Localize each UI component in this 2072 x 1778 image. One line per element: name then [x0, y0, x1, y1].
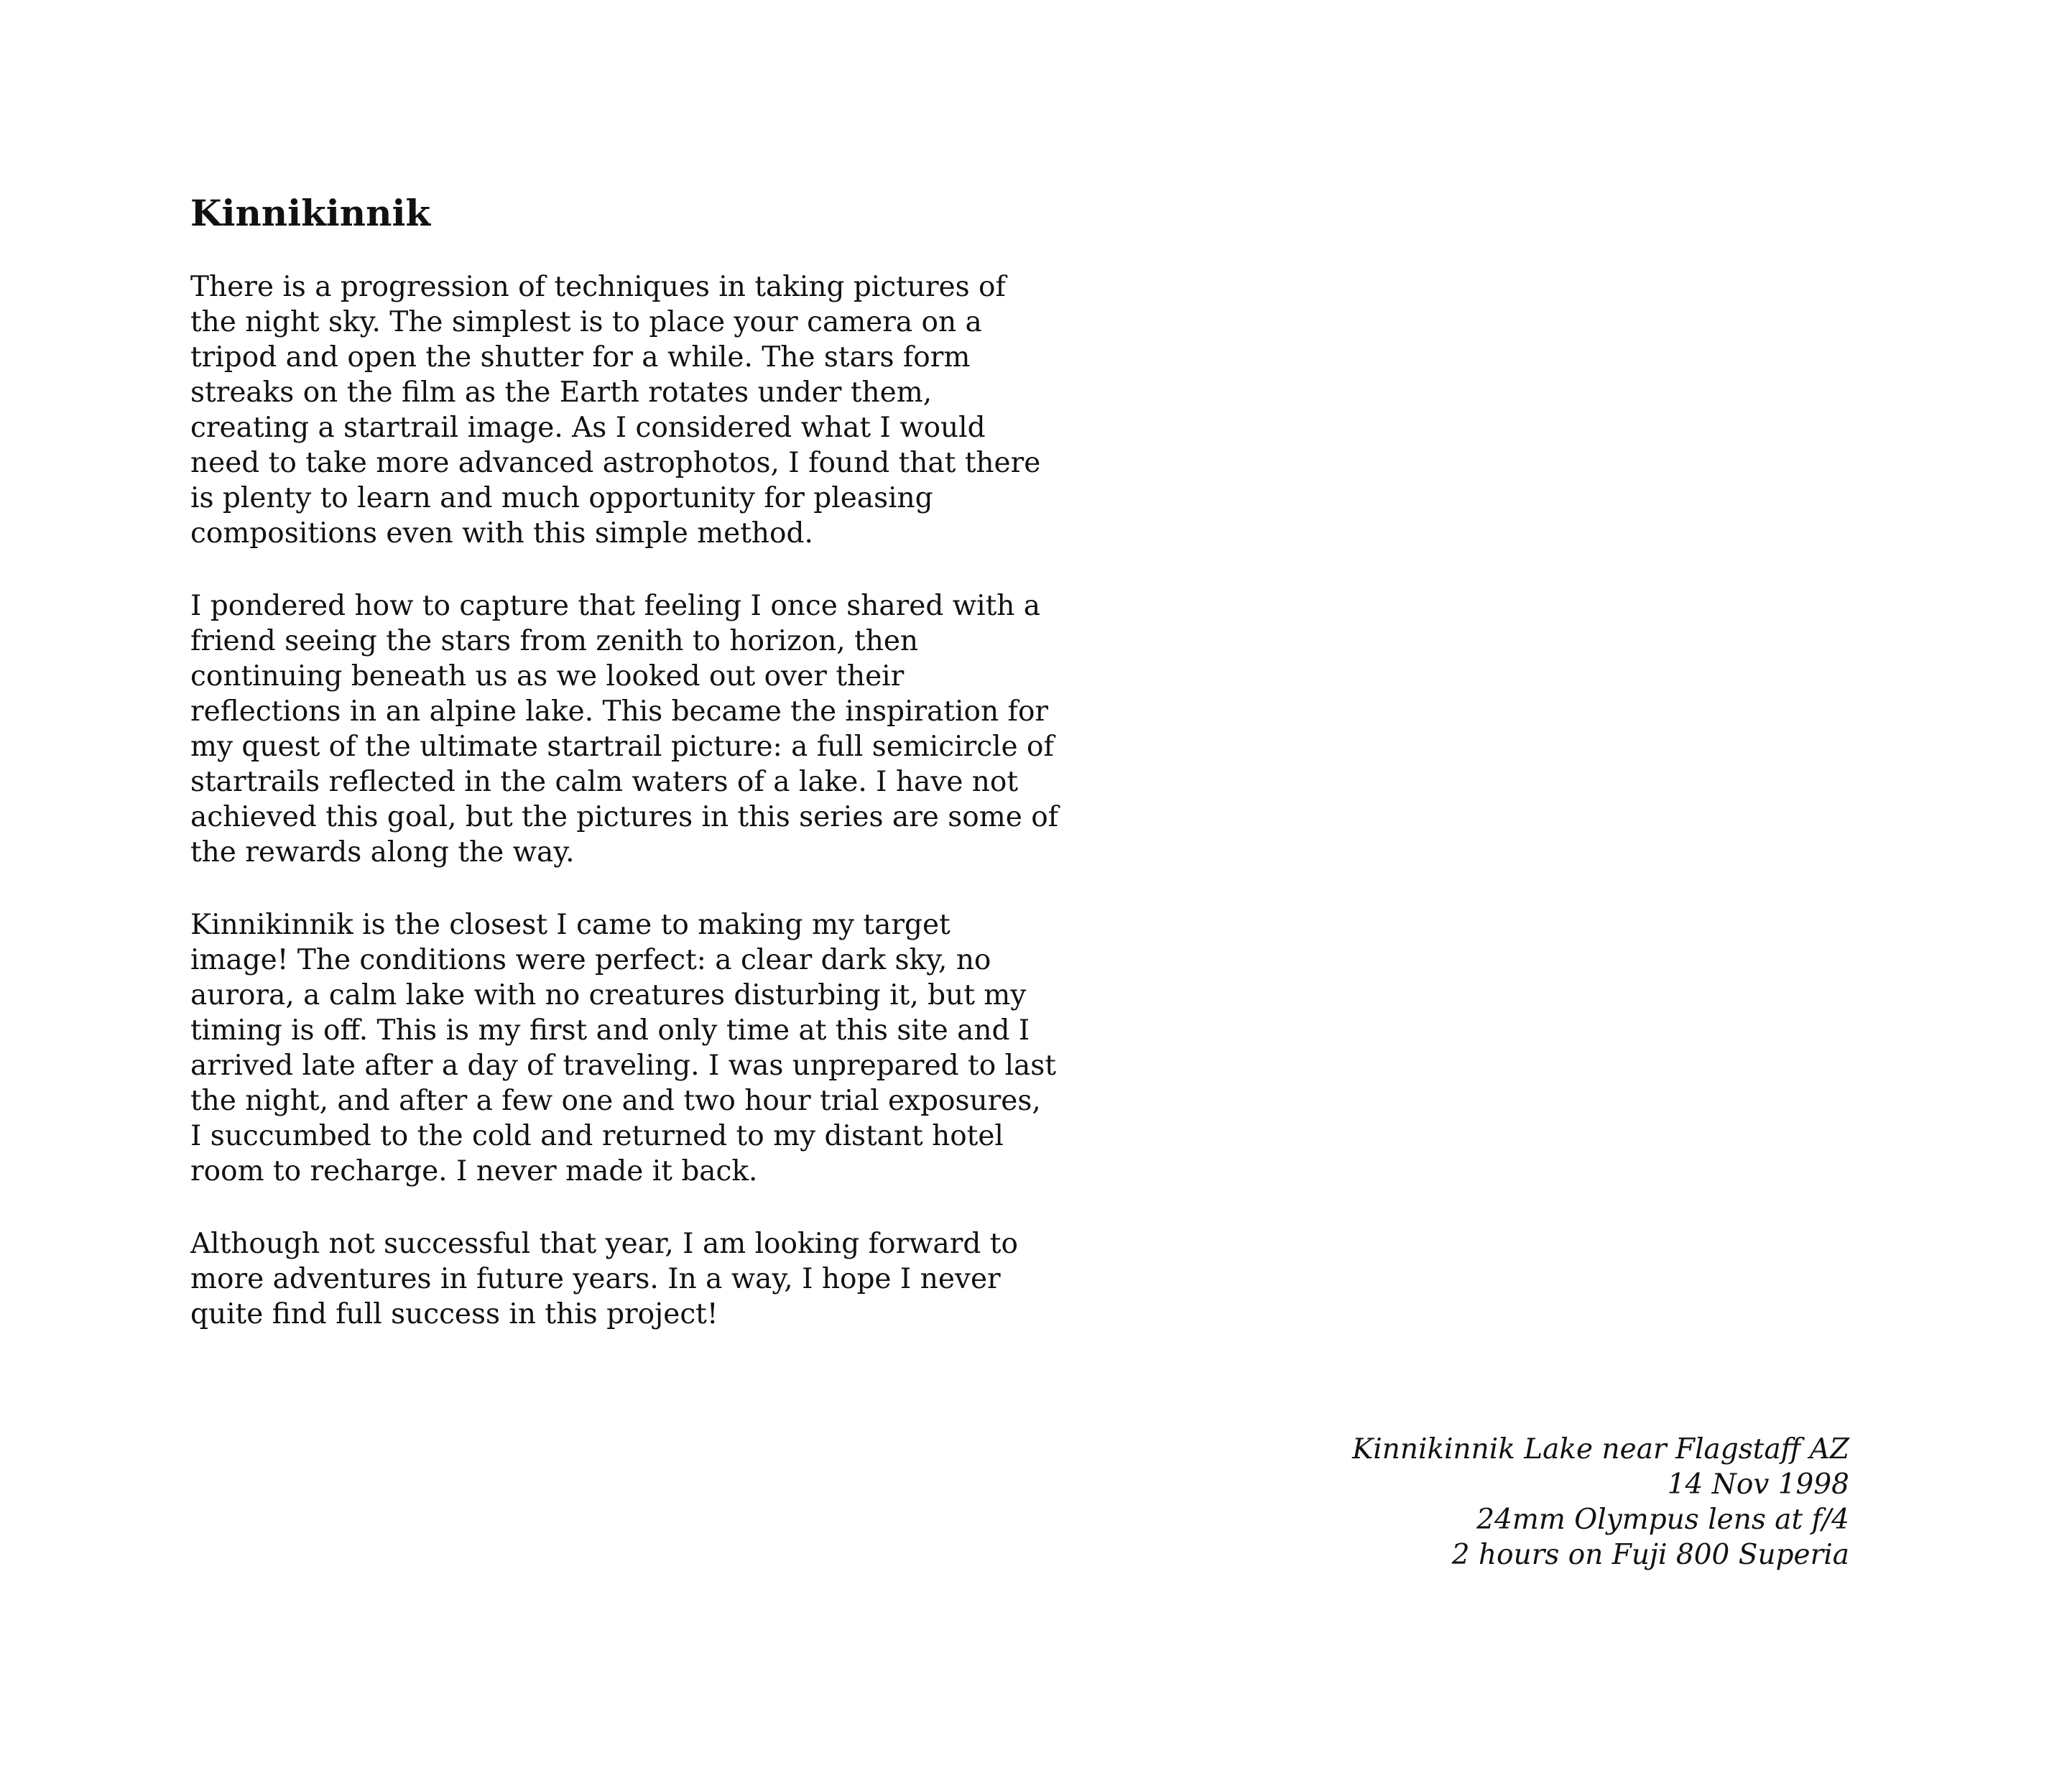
paragraph-3: [190, 907, 1056, 1189]
paragraph-line: Kinnikinnik is the closest I came to making my target: [190, 909, 951, 941]
page-title: Kinnikinnik: [190, 192, 431, 234]
paragraph-line: image! The conditions were perfect: a clear dark sky, no: [190, 944, 991, 976]
paragraph-line: is plenty to learn and much opportunity for pleasing: [190, 482, 933, 514]
paragraph-line: arrived late after a day of traveling. I was unprepared to last: [190, 1050, 1056, 1082]
paragraph-line: friend seeing the stars from zenith to horizon, then: [190, 625, 919, 657]
paragraph-line: continuing beneath us as we looked out over their: [190, 660, 905, 693]
paragraph-line: Although not successful that year, I am looking forward to: [190, 1228, 1018, 1260]
paragraph-line: quite find full success in this project!: [190, 1298, 718, 1330]
paragraph-line: compositions even with this simple method.: [190, 517, 813, 550]
paragraph-line: reflections in an alpine lake. This became the inspiration for: [190, 695, 1049, 728]
paragraph-line: room to recharge. I never made it back.: [190, 1155, 758, 1187]
paragraph-line: streaks on the film as the Earth rotates under them,: [190, 376, 933, 409]
paragraph-line: timing is off. This is my first and only time at this site and I: [190, 1014, 1030, 1047]
paragraph-line: I succumbed to the cold and returned to my distant hotel: [190, 1120, 1004, 1152]
paragraph-line: There is a progression of techniques in taking pictures of: [190, 271, 1006, 303]
paragraph-1: [190, 269, 1040, 551]
paragraph-line: aurora, a calm lake with no creatures disturbing it, but my: [190, 979, 1027, 1011]
paragraph-4: [190, 1226, 1018, 1332]
paragraph-line: more adventures in future years. In a way, I hope I never: [190, 1263, 1001, 1295]
paragraph-line: achieved this goal, but the pictures in this series are some of: [190, 801, 1059, 833]
paragraph-line: the night sky. The simplest is to place your camera on a: [190, 306, 982, 338]
photo-caption: [1352, 1432, 1849, 1573]
paragraph-line: I pondered how to capture that feeling I once shared with a: [190, 590, 1041, 622]
caption-location: Kinnikinnik Lake near Flagstaff AZ: [1352, 1433, 1849, 1466]
paragraph-2: [190, 588, 1058, 870]
caption-exposure: 2 hours on Fuji 800 Superia: [1451, 1539, 1849, 1571]
paragraph-line: creating a startrail image. As I considered what I would: [190, 412, 986, 444]
paragraph-line: the rewards along the way.: [190, 836, 575, 869]
paragraph-line: my quest of the ultimate startrail picture: a full semicircle of: [190, 731, 1054, 763]
caption-lens: 24mm Olympus lens at f/4: [1476, 1504, 1849, 1536]
paragraph-line: startrails reflected in the calm waters of a lake. I have not: [190, 766, 1019, 798]
caption-date: 14 Nov 1998: [1667, 1468, 1849, 1501]
paragraph-line: need to take more advanced astrophotos, I found that there: [190, 447, 1041, 479]
paragraph-line: the night, and after a few one and two hour trial exposures,: [190, 1085, 1041, 1117]
paragraph-line: tripod and open the shutter for a while. The stars form: [190, 341, 971, 374]
